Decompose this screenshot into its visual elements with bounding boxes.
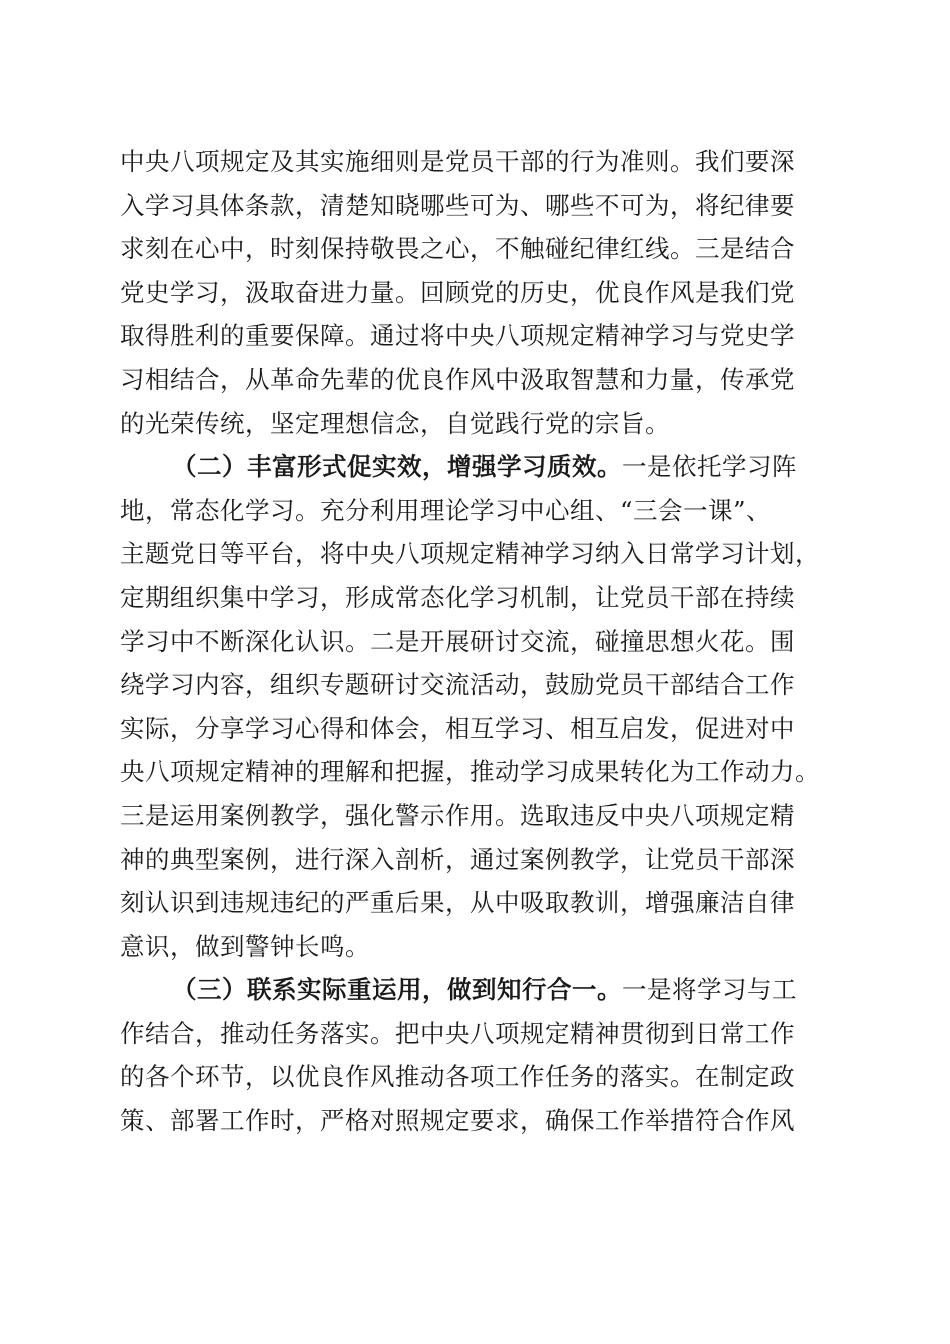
- section-2-first-line: [120, 445, 840, 489]
- paragraph-line: 作结合，推动任务落实。把中央八项规定精神贯彻到日常工作: [120, 1018, 795, 1048]
- section-3-first-line-rest: 一是将学习与工: [622, 975, 797, 1005]
- paragraph-line: 入学习具体条款，清楚知晓哪些可为、哪些不可为，将纪律要: [120, 190, 795, 220]
- section-2-heading: （二）丰富形式促实效，增强学习质效。: [172, 452, 622, 482]
- paragraph-line: 绕学习内容，组织专题研讨交流活动，鼓励党员干部结合工作: [120, 670, 795, 700]
- paragraph-line: 刻认识到违规违纪的严重后果，从中吸取教训，增强廉洁自律: [120, 888, 795, 918]
- paragraph-line: 党史学习，汲取奋进力量。回顾党的历史，优良作风是我们党: [120, 277, 795, 307]
- paragraph-line: 神的典型案例，进行深入剖析，通过案例教学，让党员干部深: [120, 844, 795, 874]
- document-body: [120, 140, 840, 1143]
- paragraph-line: 取得胜利的重要保障。通过将中央八项规定精神学习与党史学: [120, 321, 795, 351]
- paragraph-line: 意识，做到警钟长鸣。: [120, 931, 370, 961]
- section-2-first-line-rest: 一是依托学习阵: [622, 452, 797, 482]
- paragraph-line: 三是运用案例教学，强化警示作用。选取违反中央八项规定精: [120, 800, 795, 830]
- paragraph-line: 求刻在心中，时刻保持敬畏之心，不触碰纪律红线。三是结合: [120, 234, 795, 264]
- paragraph-line: 央八项规定精神的理解和把握，推动学习成果转化为工作动力。: [120, 757, 820, 787]
- paragraph-line: 地，常态化学习。充分利用理论学习中心组、“三会一课”、: [120, 495, 772, 525]
- paragraph-line: 中央八项规定及其实施细则是党员干部的行为准则。我们要深: [120, 147, 795, 176]
- paragraph-line: 策、部署工作时，严格对照规定要求，确保工作举措符合作风: [120, 1106, 795, 1136]
- paragraph-line: 学习中不断深化认识。二是开展研讨交流，碰撞思想火花。围: [120, 626, 795, 656]
- paragraph-line: 习相结合，从革命先辈的优良作风中汲取智慧和力量，传承党: [120, 364, 795, 394]
- paragraph-line: 实际，分享学习心得和体会，相互学习、相互启发，促进对中: [120, 713, 795, 743]
- paragraph-line: 主题党日等平台，将中央八项规定精神学习纳入日常学习计划，: [120, 539, 820, 569]
- section-3-heading: （三）联系实际重运用，做到知行合一。: [172, 975, 622, 1005]
- section-3-first-line: [120, 968, 840, 1012]
- paragraph-line: 定期组织集中学习，形成常态化学习机制，让党员干部在持续: [120, 582, 795, 612]
- paragraph-line: 的各个环节，以优良作风推动各项工作任务的落实。在制定政: [120, 1062, 795, 1092]
- paragraph-line: 的光荣传统，坚定理想信念，自觉践行党的宗旨。: [120, 408, 670, 438]
